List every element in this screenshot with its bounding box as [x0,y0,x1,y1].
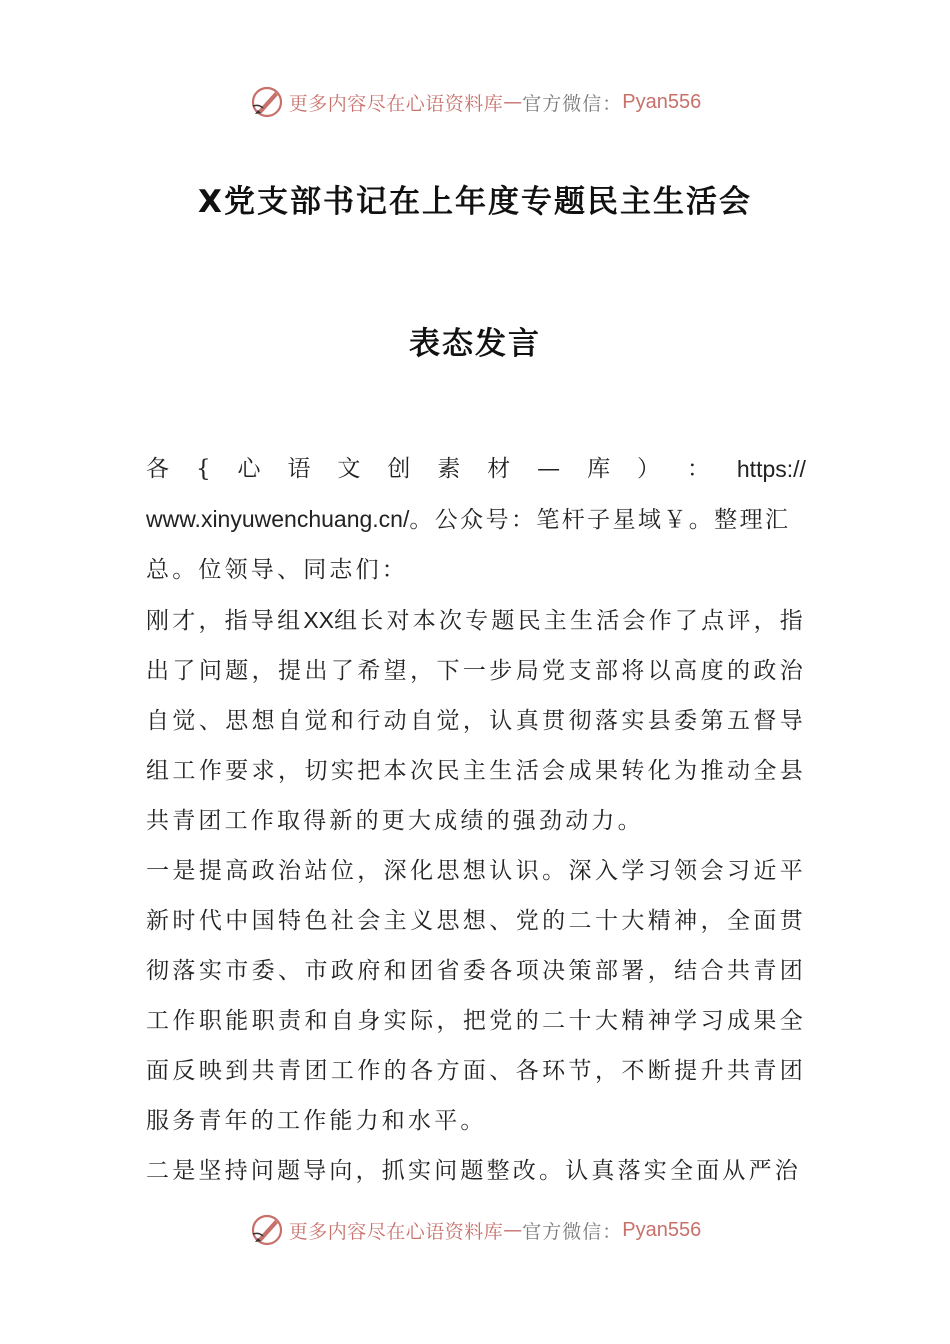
banner-wechat-id: Pyan556 [622,1218,702,1241]
banner-wechat-label: 官方微信： [522,1220,623,1243]
intro-char: ） [637,456,661,482]
banner-wechat-label: 官方微信： [522,92,623,115]
banner-separator: — [503,1219,523,1241]
intro-char: 文 [337,456,361,482]
intro-char: 语 [287,456,311,482]
intro-url: www.xinyuwenchuang.cn/ [146,506,410,532]
paragraph-1-xx: XX [303,607,335,633]
header-banner [0,82,950,122]
paragraph-3: 二是坚持问题导向，抓实问题整改。认真落实全面从严治 [146,1158,801,1184]
banner-site-text: 更多内容尽在心语资料库 [288,92,504,115]
intro-line2-rest: 。公众号：笔杆子星域￥。整理汇 [409,507,791,533]
banner-site-text: 更多内容尽在心语资料库 [288,1220,504,1243]
paragraph-1-text-a: 刚才，指导组 [146,608,304,634]
paragraph-2: 一是提高政治站位，深化思想认识。深入学习领会习近平新时代中国特色社会主义思想、党的二十大精神，全面贯彻落实市委、市政府和团省委各项决策部署，结合共青团工作职能职责和自身实际，把党的二十大精神学习成果全面反映到共青团工作的各方面、各环节，不断提升共青团服务青年的工作能力和水平。 [146,858,806,1134]
pen-logo-icon [249,84,285,120]
intro-line1 [146,444,806,494]
intro-url-start: https:// [736,456,806,482]
banner-wechat-id: Pyan556 [622,90,702,113]
intro-char: 库 [587,456,611,482]
intro-char: 创 [387,456,411,482]
paragraph-1-text-b: 组长对本次专题民主生活会作了点评，指出了问题，提出了希望，下一步局党支部将以高度的政治自觉、思想自觉和行动自觉，认真贯彻落实县委第五督导组工作要求，切实把本次民主生活会成果转化为推动全县共青团工作取得新的更大成绩的强劲动力。 [146,608,806,834]
intro-char: 材 [487,456,511,482]
intro-char: { [195,456,211,482]
footer-banner [0,1210,950,1250]
document-title-line1: X党支部书记在上年度专题民主生活会 [198,184,752,220]
intro-line2 [146,494,806,545]
intro-char: ： [686,456,710,482]
pen-logo-icon [249,1212,285,1248]
intro-line3: 总。位领导、同志们： [146,557,408,583]
intro-char: 素 [437,456,461,482]
intro-char: 各 [146,456,169,482]
document-title-line2: 表态发言 [409,326,541,362]
banner-separator: — [503,91,523,113]
intro-char: — [537,456,561,482]
paragraph-1 [146,595,806,846]
document-body [146,444,806,1196]
intro-char: 心 [237,456,261,482]
